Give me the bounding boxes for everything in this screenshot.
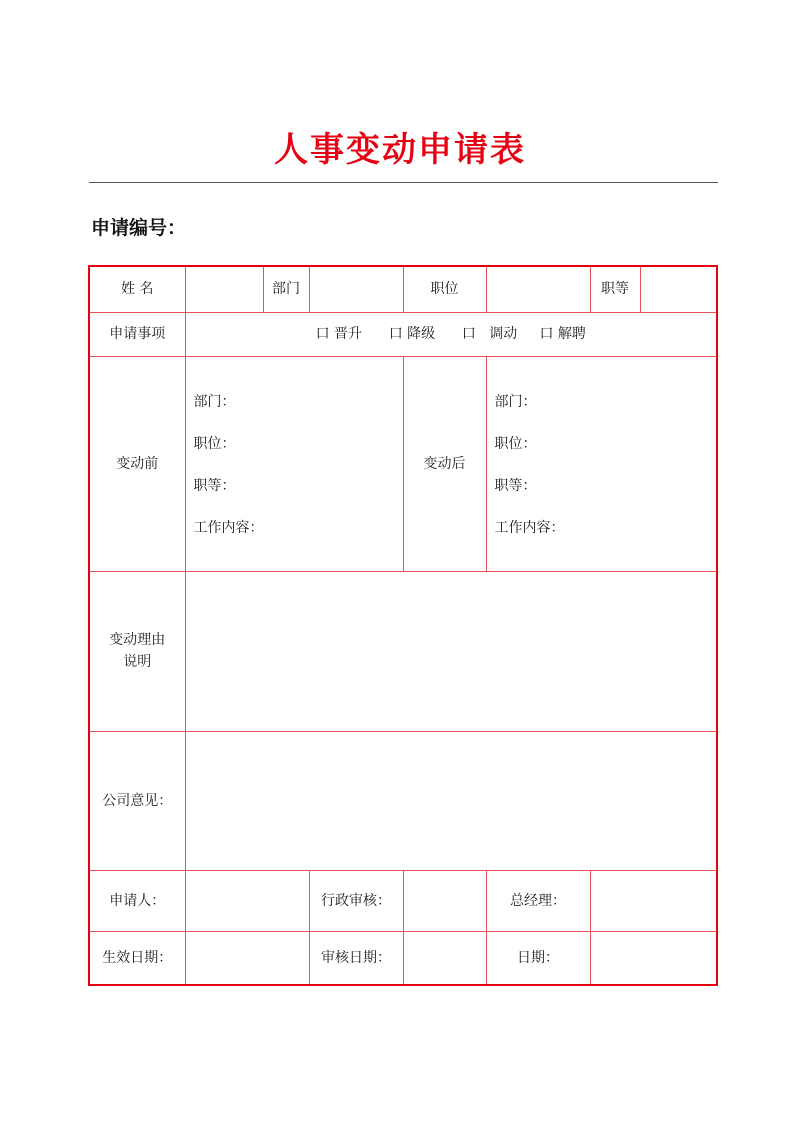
before-grade-line: 职等： [193, 477, 236, 494]
change-details-row [90, 356, 716, 571]
basic-info-row [90, 267, 716, 312]
after-job-content-line: 工作内容： [494, 519, 565, 536]
company-opinion-field[interactable] [185, 731, 716, 870]
before-change-label: 变动前 [90, 356, 185, 571]
effective-date-field[interactable] [185, 931, 309, 984]
form-frame [88, 265, 718, 986]
signature-row [90, 870, 716, 931]
company-opinion-label: 公司意见： [90, 731, 185, 870]
review-date-label: 审核日期： [309, 931, 403, 984]
department-field[interactable] [309, 267, 403, 312]
date-row [90, 931, 716, 984]
position-label: 职位 [403, 267, 486, 312]
reason-label-line1: 变动理由 [109, 632, 166, 648]
general-manager-field[interactable] [590, 870, 716, 931]
name-field[interactable] [185, 267, 263, 312]
after-grade-line: 职等： [494, 477, 537, 494]
grade-label: 职等 [590, 267, 640, 312]
after-position-line: 职位： [494, 435, 537, 452]
application-type-label: 申请事项 [90, 312, 185, 356]
change-request-form [90, 267, 716, 984]
after-department-line: 部门： [494, 393, 537, 410]
before-position-line: 职位： [193, 435, 236, 452]
admin-review-field[interactable] [403, 870, 486, 931]
department-label: 部门 [263, 267, 309, 312]
date-label: 日期： [486, 931, 590, 984]
company-opinion-row [90, 731, 716, 870]
position-field[interactable] [486, 267, 590, 312]
page-title: 人事变动申请表 [274, 130, 526, 170]
review-date-field[interactable] [403, 931, 486, 984]
applicant-field[interactable] [185, 870, 309, 931]
before-department-line: 部门： [193, 393, 236, 410]
reason-label-line2: 说明 [123, 654, 152, 670]
reason-field[interactable] [185, 571, 716, 731]
after-change-details[interactable] [486, 356, 716, 571]
before-change-details[interactable] [185, 356, 403, 571]
application-type-row [90, 312, 716, 356]
before-job-content-line: 工作内容： [193, 519, 264, 536]
name-label: 姓 名 [90, 267, 185, 312]
grade-field[interactable] [640, 267, 716, 312]
application-type-options[interactable]: 口 晋升 口 降级 口 调动 口 解聘 [185, 312, 716, 356]
reason-label [90, 571, 185, 731]
effective-date-label: 生效日期： [90, 931, 185, 984]
general-manager-label: 总经理： [486, 870, 590, 931]
after-change-label: 变动后 [403, 356, 486, 571]
title-divider [89, 182, 718, 183]
admin-review-label: 行政审核： [309, 870, 403, 931]
applicant-label: 申请人： [90, 870, 185, 931]
reason-row [90, 571, 716, 731]
date-field[interactable] [590, 931, 716, 984]
application-number-label: 申请编号： [91, 217, 187, 239]
